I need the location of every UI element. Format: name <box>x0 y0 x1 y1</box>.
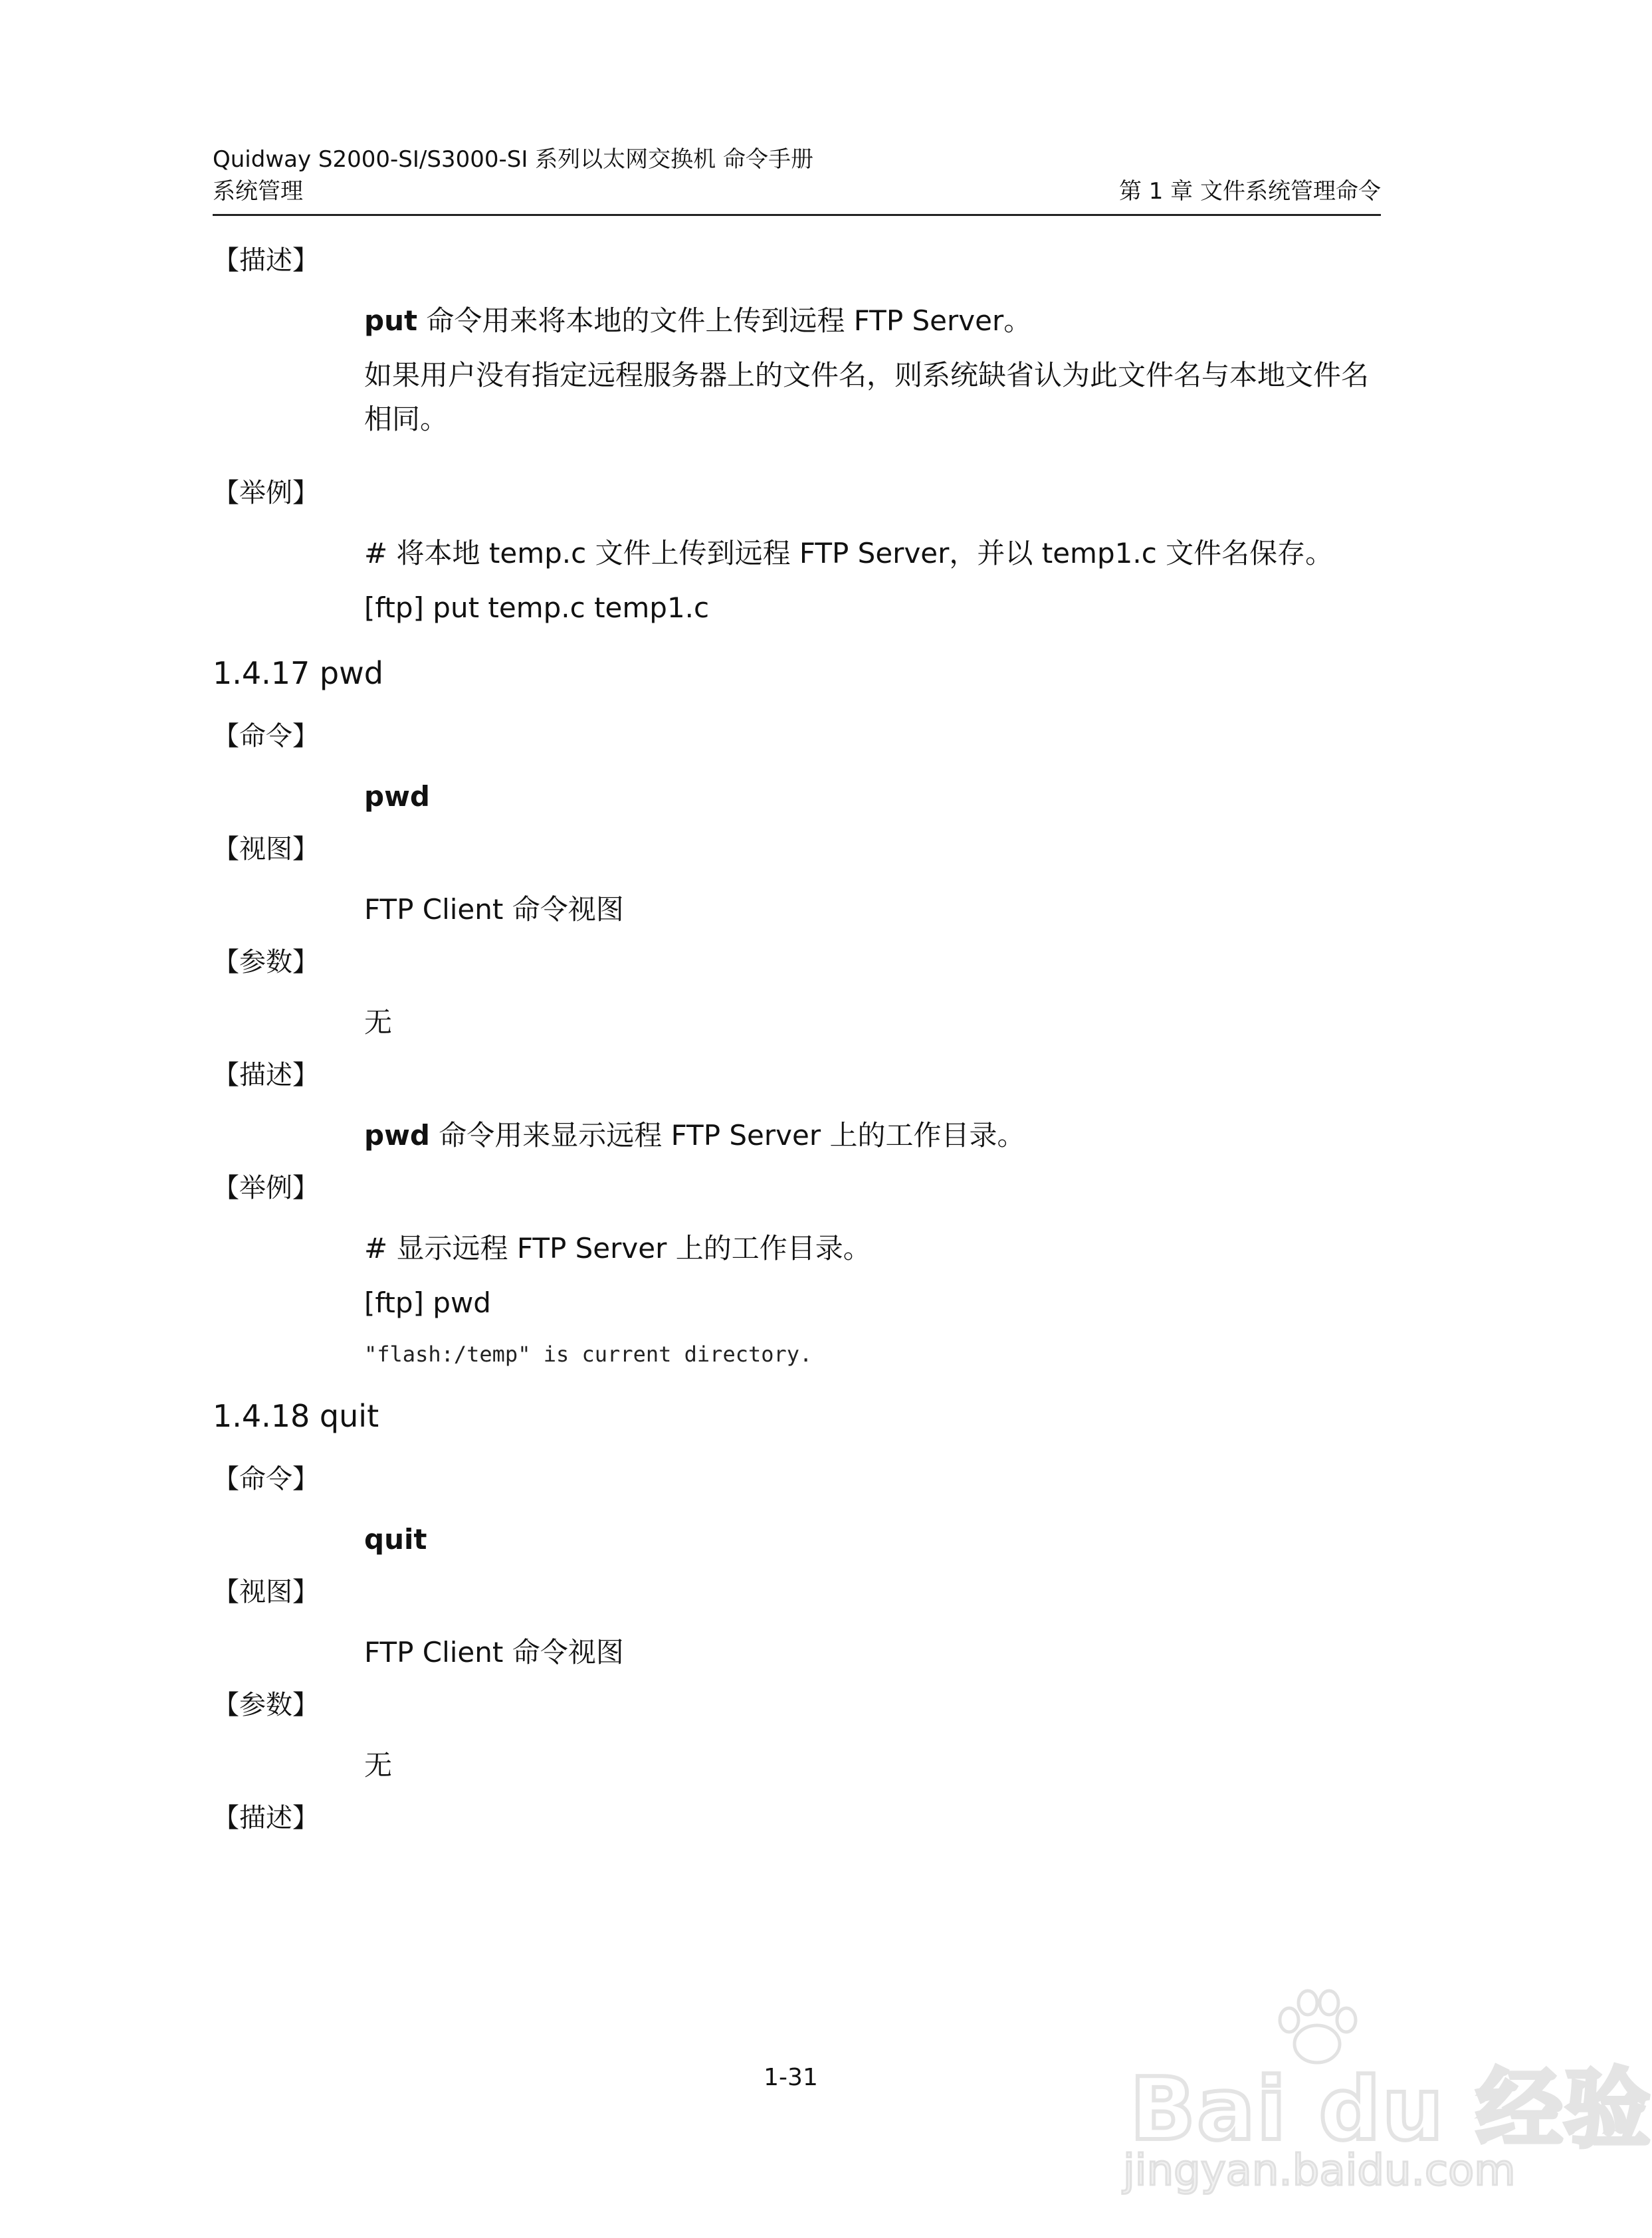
put-description <box>213 299 1381 343</box>
pwd-params: 无 <box>364 1006 393 1039</box>
page-number: 1-31 <box>764 2064 818 2091</box>
label-command: 【命令】 <box>213 721 319 752</box>
section-heading-pwd: 1.4.17 pwd <box>213 655 383 691</box>
label-view: 【视图】 <box>213 834 319 865</box>
put-example-cmd: [ftp] put temp.c temp1.c <box>364 591 710 624</box>
header-rule <box>213 214 1381 216</box>
put-example-comment: # 将本地 temp.c 文件上传到远程 FTP Server，并以 temp1.c 文件名保存。 <box>364 537 1334 569</box>
label-describe: 【描述】 <box>213 245 319 276</box>
pwd-desc-text: 命令用来显示远程 FTP Server 上的工作目录。 <box>429 1119 1025 1152</box>
put-cmd-name: put <box>364 304 418 337</box>
header-row <box>213 175 1381 207</box>
pwd-example-output: "flash:/temp" is current directory. <box>364 1342 813 1367</box>
header-title: Quidway S2000-SI/S3000-SI 系列以太网交换机 命令手册 <box>213 146 813 173</box>
quit-params: 无 <box>364 1749 393 1781</box>
label-describe: 【描述】 <box>213 1803 319 1833</box>
pwd-view: FTP Client 命令视图 <box>364 893 624 926</box>
page-header <box>213 144 1381 207</box>
quit-view: FTP Client 命令视图 <box>364 1636 624 1669</box>
label-describe: 【描述】 <box>213 1060 319 1090</box>
watermark-brand: Bai du 经验 <box>1130 2059 1652 2160</box>
put-desc-note: 如果用户没有指定远程服务器上的文件名，则系统缺省认为此文件名与本地文件名相同。 <box>364 359 1370 435</box>
pwd-example-cmd: [ftp] pwd <box>364 1286 491 1319</box>
page-content <box>213 241 1381 1857</box>
section-heading-quit: 1.4.18 quit <box>213 1398 379 1434</box>
label-view: 【视图】 <box>213 1577 319 1607</box>
header-right: 第 1 章 文件系统管理命令 <box>1118 178 1381 205</box>
header-left: 系统管理 <box>213 178 303 205</box>
pwd-example-comment: # 显示远程 FTP Server 上的工作目录。 <box>364 1232 871 1265</box>
label-params: 【参数】 <box>213 1690 319 1720</box>
put-desc-text: 命令用来将本地的文件上传到远程 FTP Server。 <box>417 304 1032 337</box>
quit-command: quit <box>364 1523 427 1556</box>
pwd-description <box>213 1114 1381 1158</box>
label-command: 【命令】 <box>213 1464 319 1494</box>
pwd-command: pwd <box>364 780 430 813</box>
pwd-cmd-name: pwd <box>364 1119 430 1152</box>
label-params: 【参数】 <box>213 947 319 977</box>
watermark-url: jingyan.baidu.com <box>1123 2146 1516 2195</box>
baidu-watermark <box>1103 1987 1652 2206</box>
label-example: 【举例】 <box>213 478 319 508</box>
label-example: 【举例】 <box>213 1173 319 1203</box>
